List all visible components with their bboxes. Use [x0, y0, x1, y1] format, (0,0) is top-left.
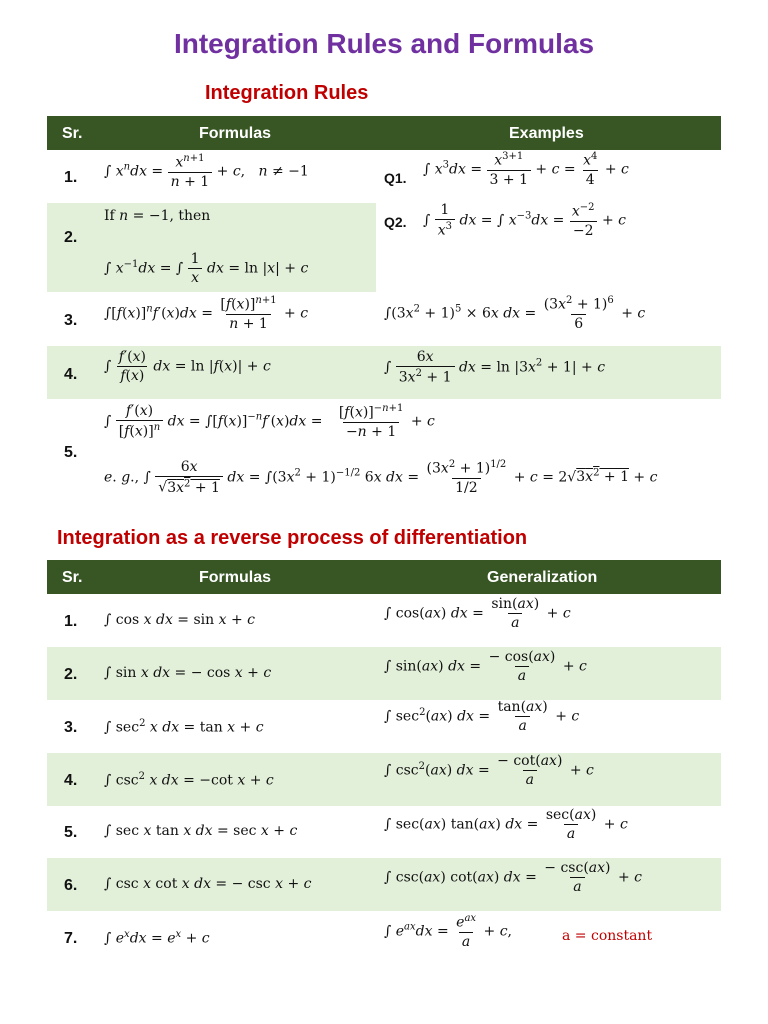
row-number: 2. [64, 666, 78, 683]
reverse-1-generalization: ∫ cos(ax) dx = $\frac{\sin(ax)}{a}$ + c [384, 596, 571, 631]
reverse-2-generalization: ∫ sin(ax) dx = $\frac{- \cos(ax)}{a}$ + c [384, 649, 587, 684]
header-formulas: Formulas [199, 569, 272, 586]
reverse-6-formula: ∫ csc x cot x dx = − csc x + c [104, 876, 312, 892]
rule-2-condition: If n = −1, then [104, 208, 211, 224]
example-label: Q2. [384, 214, 407, 230]
header-sr: Sr. [62, 125, 83, 142]
header-examples: Examples [509, 125, 584, 142]
row-number: 1. [64, 613, 78, 630]
row-number: 3. [64, 312, 78, 329]
rule-4-formula: ∫ $\frac{f'(x)}{f(x)}$ dx = ln |f(x)| + c [104, 349, 271, 384]
row-number: 3. [64, 719, 78, 736]
reverse-table-header [47, 560, 721, 594]
row-number: 7. [64, 930, 78, 947]
row-number: 4. [64, 366, 78, 383]
row-number: 5. [64, 444, 78, 461]
reverse-6-generalization: ∫ csc(ax) cot(ax) dx = $\frac{- \csc(ax)}{a}$ + c [384, 860, 642, 895]
reverse-3-generalization: ∫ $\sec^2(ax)$ dx = $\frac{\tan(ax)}{a}$ + c [384, 699, 580, 734]
reverse-5-formula: ∫ sec x tan x dx = sec x + c [104, 823, 298, 839]
section-title-reverse-process: Integration as a reverse process of differentiation [57, 527, 528, 549]
rule-1-formula: ∫ $x^ndx$ = $\frac{x^{n+1}}{n + 1}$ + c, n ≠ −1 [104, 153, 309, 190]
reverse-2-formula: ∫ sin x dx = − cos x + c [104, 665, 272, 681]
row-number: 2. [64, 229, 78, 246]
rule-3-formula: $\int[f(x)]^nf'(x)dx$ = $\frac{[f(x)]^{n+1}}{n + 1}$ + c [104, 295, 309, 332]
row-number: 5. [64, 824, 78, 841]
row-number: 4. [64, 772, 78, 789]
reverse-5-generalization: ∫ sec(ax) tan(ax) dx = $\frac{\sec(ax)}{a}$ + c [384, 807, 628, 842]
header-generalization: Generalization [487, 569, 598, 586]
example-label: Q1. [384, 170, 407, 186]
reverse-7-formula: ∫ $e^xdx = e^x + c$ [104, 929, 210, 947]
rule-5-formula: ∫ $\frac{f'(x)}{[f(x)]^n}$ dx = $\int[f(x)]^{-n}f'(x)dx$ = $\frac{[f(x)]^{-n+1}}{-n + 1}$ + c [104, 403, 435, 440]
reverse-4-formula: ∫ $\csc^2 x$ dx = −cot x + c [104, 771, 274, 789]
constant-note: a = constant [562, 928, 653, 944]
header-formulas: Formulas [199, 125, 272, 142]
rule-3-example: $\int(3x^2 + 1)^5 \times 6x$ dx = $\frac{(3x^2 + 1)^6}{6}$ + c [384, 295, 646, 332]
rule-4-example: ∫ $\frac{6x}{3x^2 + 1}$ dx = $\ln |3x^2 + 1| + c$ [384, 349, 606, 386]
page-title: Integration Rules and Formulas [173, 28, 595, 59]
reverse-3-formula: ∫ $\sec^2 x$ dx = tan x + c [104, 718, 264, 736]
rule-5-example: e. g., ∫ $\frac{6x}{√3x^2 + 1}$ dx = $\int(3x^2 + 1)^{-1/2}$ 6x dx = $\frac{(3x^2 + 1)^{1/2}}{1/2}$ + $c = 2√3x^2 + 1 + c$ [104, 459, 658, 496]
reverse-7-generalization: ∫ $e^{ax}dx$ = $\frac{e^{ax}}{a}$ + c, [384, 913, 512, 950]
row-number: 6. [64, 877, 78, 894]
rule-1-example: ∫ $x^3dx$ = $\frac{x^{3+1}}{3 + 1}$ + c = $\frac{x^4}{4}$ + c [423, 151, 629, 188]
rule-2-formula: ∫ $x^{-1}dx$ = ∫ $\frac{1}{x}$ dx = ln |x| + c [104, 251, 309, 286]
section-title-integration-rules: Integration Rules [205, 82, 369, 104]
rules-table-header [47, 116, 721, 150]
row-number: 1. [64, 169, 78, 186]
reverse-4-generalization: ∫ $\csc^2(ax)$ dx = $\frac{- \cot(ax)}{a}$ + c [384, 753, 594, 788]
reverse-1-formula: ∫ cos x dx = sin x + c [104, 612, 256, 628]
header-sr: Sr. [62, 569, 83, 586]
rule-2-example: ∫ $\frac{1}{x^3}$ dx = ∫ $x^{-3}dx$ = $\frac{x^{-2}}{-2}$ + c [423, 202, 627, 239]
